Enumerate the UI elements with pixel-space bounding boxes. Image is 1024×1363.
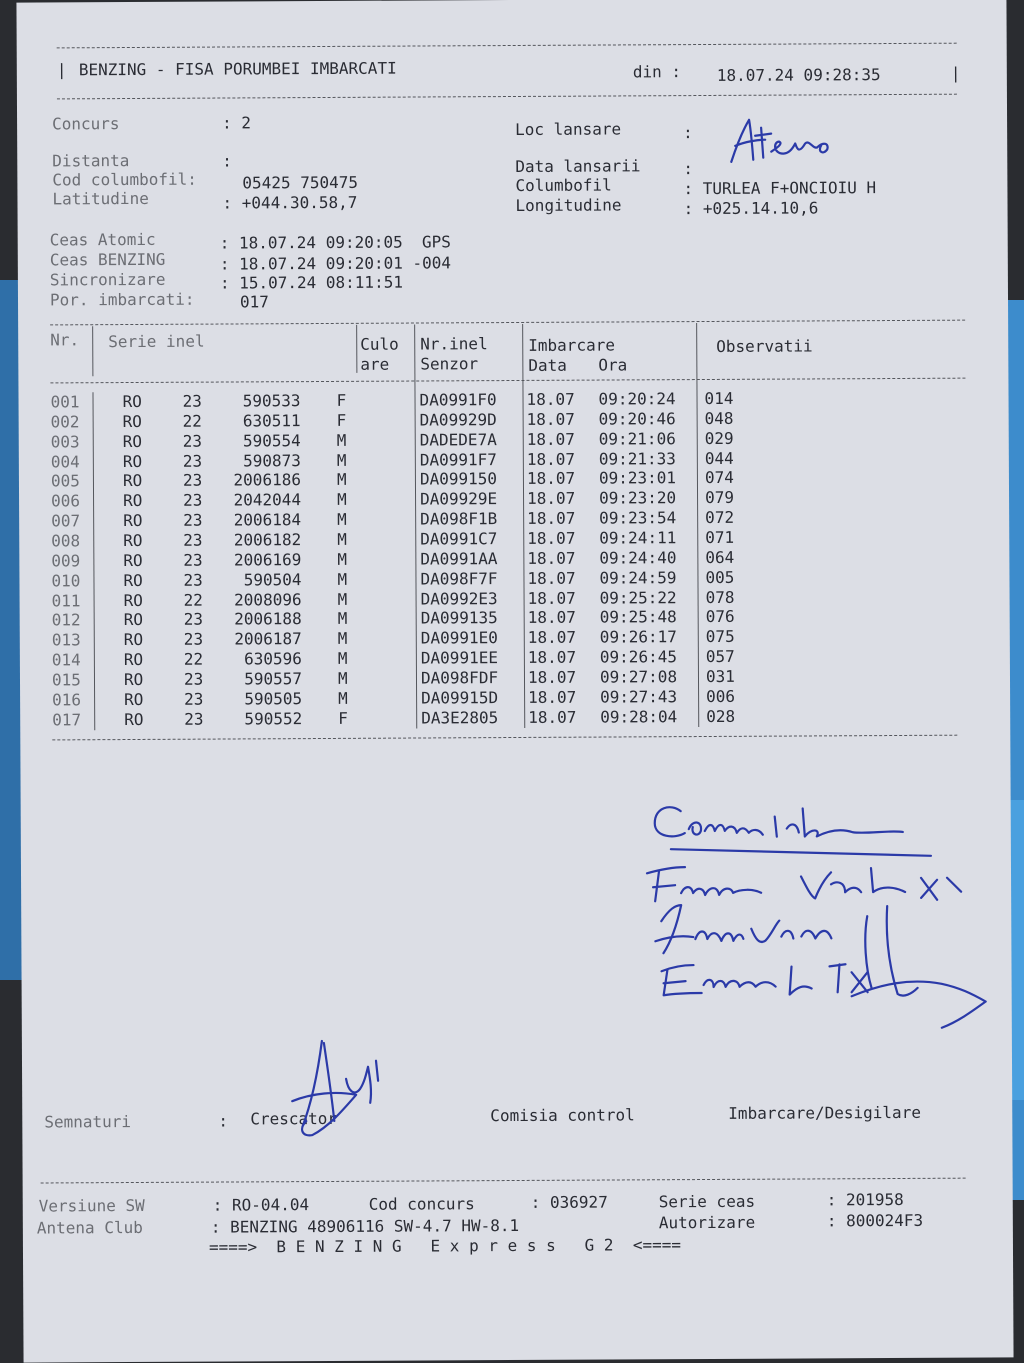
col-divider-observatii	[696, 323, 699, 727]
versiune-sw-label: Versiune SW	[38, 1195, 145, 1216]
cell-sex: M	[337, 529, 347, 549]
cell-senzor: DA098F1B	[420, 509, 498, 529]
sincronizare-label: Sincronizare	[49, 269, 166, 290]
cell-an: 23	[183, 570, 203, 590]
cell-tara: RO	[123, 590, 143, 610]
distanta-label: Distanta	[52, 151, 130, 171]
cell-an: 22	[183, 649, 204, 669]
cell-obs: 079	[704, 488, 735, 508]
cell-data: 18.07	[527, 627, 576, 648]
cell-ora: 09:24:59	[599, 567, 677, 588]
cell-obs: 029	[704, 428, 734, 448]
cell-sex: M	[337, 589, 348, 609]
versiune-sw-value: : RO-04.04	[212, 1195, 310, 1215]
table-bottom-border	[52, 735, 957, 741]
cell-sex: M	[337, 569, 348, 589]
cell-sex: M	[337, 549, 348, 569]
cell-data: 18.07	[527, 548, 576, 568]
cell-serie: 2006186	[233, 470, 301, 490]
distanta-value: :	[222, 151, 232, 171]
cell-tara: RO	[122, 411, 142, 431]
col-nrinel-header-2: Senzor	[420, 354, 479, 374]
cell-sex: M	[337, 648, 348, 668]
cell-sex: M	[336, 430, 347, 450]
sincronizare-value: : 15.07.24 08:11:51	[219, 272, 403, 293]
cell-ora: 09:23:54	[599, 508, 677, 528]
col-nr-header: Nr.	[50, 330, 80, 350]
ceas-benzing-value: : 18.07.24 09:20:01 -004	[219, 253, 452, 274]
porumbei-imbarcati-value: 017	[239, 292, 269, 312]
footer-top-border	[41, 1178, 966, 1184]
cell-ora: 09:28:04	[600, 706, 678, 727]
cell-data: 18.07	[527, 608, 576, 628]
cell-tara: RO	[123, 530, 143, 550]
cell-nr: 017	[52, 709, 82, 730]
cell-an: 23	[183, 669, 204, 689]
cell-nr: 013	[51, 630, 81, 650]
col-divider-nr	[92, 392, 95, 730]
cell-serie: 590504	[243, 569, 302, 590]
cell-ora: 09:24:11	[599, 528, 677, 548]
cell-obs: 005	[705, 567, 735, 587]
cell-sex: F	[336, 410, 347, 430]
columbofil-label: Columbofil	[515, 175, 612, 195]
col-culoare-header-2: are	[360, 354, 390, 374]
concurs-value: : 2	[222, 113, 252, 133]
cell-obs: 076	[705, 607, 735, 627]
cell-tara: RO	[123, 570, 143, 590]
cell-nr: 001	[50, 392, 80, 412]
benzing-express-banner: ====> B E N Z I N G E x p r e s s G 2 <====	[208, 1235, 682, 1257]
cell-tara: RO	[123, 511, 143, 531]
header-top-border	[57, 43, 957, 49]
cell-data: 18.07	[527, 528, 576, 548]
printout-sheet	[16, 0, 1013, 1363]
cell-ora: 09:26:45	[599, 647, 677, 667]
cell-senzor: DA0991F7	[419, 449, 497, 470]
cell-nr: 014	[51, 650, 81, 670]
col-data-header: Data	[528, 355, 567, 375]
cell-ora: 09:27:08	[599, 667, 678, 687]
cell-nr: 003	[50, 431, 80, 452]
report-title: BENZING - FISA PORUMBEI IMBARCATI	[78, 58, 397, 80]
cell-senzor: DA3E2805	[421, 707, 499, 728]
crescator-handwritten-signature	[272, 1031, 393, 1142]
cell-sex: M	[337, 609, 348, 629]
cell-obs: 006	[706, 686, 736, 706]
report-datetime: 18.07.24 09:28:35	[716, 65, 881, 85]
cell-sex: M	[337, 668, 348, 688]
cell-senzor: DA0991E0	[420, 628, 498, 648]
cell-serie: 630511	[242, 410, 301, 431]
cell-nr: 006	[51, 491, 81, 511]
loc-lansare-label: Loc lansare	[515, 119, 622, 139]
cell-nr: 002	[50, 412, 80, 432]
cell-an: 23	[183, 609, 203, 630]
cell-serie: 2006187	[234, 629, 302, 649]
cell-data: 18.07	[527, 568, 576, 588]
cell-serie: 590533	[242, 391, 301, 411]
cell-senzor: DA098F7F	[420, 568, 498, 589]
cell-data: 18.07	[526, 429, 575, 449]
cell-tara: RO	[123, 550, 143, 570]
cell-obs: 072	[705, 507, 735, 528]
cell-obs: 071	[705, 527, 735, 547]
cell-tara: RO	[124, 709, 144, 729]
cell-data: 18.07	[527, 508, 576, 529]
cell-sex: M	[337, 509, 347, 530]
data-lansarii-value: :	[683, 159, 694, 179]
cell-serie: 590552	[244, 708, 303, 729]
cell-an: 22	[182, 411, 202, 431]
cell-an: 23	[183, 550, 203, 570]
header-left-bar: |	[56, 60, 67, 80]
cell-senzor: DA0991F0	[419, 390, 497, 410]
col-nrinel-header-1: Nr.inel	[420, 334, 488, 354]
columbofil-value: : TURLEA F+ONCIOIU H	[683, 178, 877, 199]
table-header-separator	[50, 378, 965, 384]
cell-sex: F	[338, 708, 348, 728]
cell-an: 23	[182, 431, 203, 451]
serie-ceas-label: Serie ceas	[658, 1191, 756, 1212]
cell-tara: RO	[124, 689, 144, 709]
cell-obs: 078	[705, 587, 735, 607]
cell-obs: 075	[705, 627, 735, 647]
cell-data: 18.07	[527, 588, 576, 608]
cell-serie: 590505	[244, 688, 303, 709]
antena-club-label: Antena Club	[36, 1217, 143, 1238]
longitudine-value: : +025.14.10,6	[683, 198, 819, 219]
concurs-label: Concurs	[52, 114, 120, 134]
serie-ceas-value: : 201958	[826, 1189, 904, 1210]
cell-nr: 008	[51, 531, 81, 551]
cell-data: 18.07	[526, 409, 575, 429]
cell-obs: 074	[704, 468, 734, 488]
latitudine-label: Latitudine	[52, 188, 149, 209]
cell-an: 23	[182, 451, 203, 471]
cell-data: 18.07	[527, 647, 577, 667]
cell-obs: 048	[704, 408, 734, 428]
cell-tara: RO	[122, 431, 143, 451]
autorizare-value: : 800024F3	[826, 1210, 924, 1231]
cell-nr: 011	[51, 590, 81, 610]
cell-nr: 005	[50, 471, 80, 491]
cell-serie: 590554	[242, 430, 301, 451]
cell-senzor: DA0991C7	[420, 529, 498, 549]
cell-nr: 009	[51, 551, 81, 571]
cod-columbofil-value: 05425 750475	[242, 172, 359, 193]
cell-senzor: DA098FDF	[420, 667, 499, 688]
cell-obs: 057	[705, 646, 735, 667]
header-bottom-border	[57, 94, 957, 100]
cell-an: 23	[183, 490, 203, 510]
loc-lansare-colon: :	[683, 123, 693, 143]
cell-sex: M	[337, 629, 348, 649]
cell-nr: 012	[51, 610, 81, 630]
cell-ora: 09:26:17	[599, 627, 677, 647]
cell-ora: 09:23:01	[598, 468, 677, 488]
cell-serie: 2006182	[233, 530, 302, 550]
ceas-atomic-value: : 18.07.24 09:20:05 GPS	[219, 232, 451, 253]
cell-senzor: DA0991EE	[420, 648, 498, 668]
cell-serie: 2042044	[233, 490, 302, 510]
data-lansarii-label: Data lansarii	[515, 156, 641, 176]
cell-ora: 09:27:43	[600, 686, 678, 707]
cell-ora: 09:21:06	[598, 428, 676, 449]
cell-ora: 09:25:48	[599, 607, 677, 627]
cell-nr: 010	[51, 570, 81, 591]
cell-serie: 590557	[244, 669, 303, 689]
cell-ora: 09:20:24	[598, 389, 676, 409]
loc-lansare-handwritten-value	[717, 113, 837, 169]
cell-sex: M	[336, 470, 347, 490]
cell-tara: RO	[123, 630, 144, 650]
cell-an: 23	[182, 471, 203, 491]
col-divider-nr-header	[92, 326, 93, 376]
commission-handwritten-signatures	[641, 787, 1002, 1039]
cell-tara: RO	[122, 451, 143, 471]
cell-nr: 007	[51, 511, 81, 531]
cell-ora: 09:21:33	[598, 448, 676, 469]
crescator-label: Crescator	[250, 1108, 338, 1129]
cell-data: 18.07	[528, 707, 577, 727]
cell-serie: 2006184	[233, 510, 302, 530]
cell-data: 18.07	[526, 389, 575, 409]
cell-sex: M	[337, 490, 347, 510]
ceas-benzing-label: Ceas BENZING	[49, 249, 166, 270]
cell-serie: 2006169	[233, 549, 302, 570]
antena-club-value: : BENZING 48906116 SW-4.7 HW-8.1	[210, 1215, 520, 1237]
col-serie-header: Serie inel	[108, 331, 205, 352]
cell-obs: 028	[706, 706, 736, 726]
col-ora-header: Ora	[598, 355, 628, 375]
cell-ora: 09:20:46	[598, 408, 676, 429]
cell-senzor: DADEDE7A	[419, 429, 497, 450]
cell-obs: 044	[704, 448, 734, 468]
cell-data: 18.07	[526, 449, 576, 469]
semnaturi-colon: :	[218, 1111, 228, 1131]
cell-tara: RO	[123, 491, 143, 511]
cell-data: 18.07	[527, 488, 576, 509]
cell-senzor: DA0991AA	[420, 548, 498, 569]
ceas-atomic-label: Ceas Atomic	[49, 229, 156, 250]
cell-serie: 590873	[243, 450, 301, 470]
cell-an: 23	[183, 629, 204, 649]
cell-senzor: DA099150	[419, 469, 498, 489]
cell-senzor: DA0992E3	[420, 588, 498, 608]
cell-ora: 09:25:22	[599, 587, 677, 608]
comisia-control-label: Comisia control	[490, 1105, 635, 1126]
cod-columbofil-label: Cod columbofil:	[52, 169, 197, 190]
cell-senzor: DA09929D	[419, 409, 497, 430]
cell-tara: RO	[122, 391, 142, 412]
cell-nr: 004	[50, 451, 80, 471]
cell-data: 18.07	[527, 667, 577, 687]
latitudine-value: : +044.30.58,7	[222, 192, 358, 213]
longitudine-label: Longitudine	[515, 195, 622, 215]
cell-serie: 2006188	[234, 609, 302, 629]
imbarcare-desigilare-label: Imbarcare/Desigilare	[728, 1102, 921, 1123]
col-imbarcare-header: Imbarcare	[528, 335, 616, 355]
cell-sex: M	[338, 688, 348, 708]
cell-nr: 015	[51, 670, 81, 690]
cell-an: 23	[184, 709, 204, 729]
cell-an: 22	[183, 590, 203, 610]
header-right-bar: |	[950, 63, 961, 83]
cell-data: 18.07	[528, 687, 577, 707]
table-top-border	[50, 320, 965, 326]
cell-data: 18.07	[526, 469, 576, 489]
cell-nr: 016	[52, 690, 82, 710]
cell-an: 23	[183, 510, 203, 530]
cell-ora: 09:24:40	[599, 547, 677, 568]
cell-serie: 2008096	[234, 589, 302, 609]
cell-serie: 630596	[244, 649, 302, 669]
cell-senzor: DA09929E	[420, 489, 498, 509]
col-culoare-header-1: Culo	[360, 334, 399, 354]
col-divider-imbarcare	[522, 324, 525, 728]
col-divider-nrinel	[414, 325, 417, 729]
cell-tara: RO	[123, 669, 144, 689]
porumbei-imbarcati-label: Por. imbarcati:	[49, 289, 195, 310]
cell-tara: RO	[122, 471, 143, 491]
autorizare-label: Autorizare	[658, 1212, 756, 1233]
cell-an: 23	[184, 689, 204, 709]
cell-sex: F	[336, 390, 347, 410]
cell-obs: 014	[704, 388, 734, 409]
cod-concurs-label: Cod concurs	[368, 1194, 475, 1214]
report-din-label: din :	[632, 62, 682, 82]
cod-concurs-value: : 036927	[530, 1192, 608, 1212]
col-observatii-header: Observatii	[716, 336, 813, 356]
cell-senzor: DA09915D	[421, 687, 499, 708]
cell-tara: RO	[123, 649, 144, 670]
cell-an: 23	[182, 391, 202, 411]
cell-obs: 064	[705, 547, 735, 567]
cell-obs: 031	[705, 666, 735, 686]
col-divider-culoare-header	[356, 325, 357, 373]
cell-senzor: DA099135	[420, 608, 498, 628]
cell-an: 23	[183, 530, 203, 550]
cell-ora: 09:23:20	[599, 488, 677, 508]
cell-tara: RO	[123, 610, 143, 630]
semnaturi-label: Semnaturi	[44, 1112, 132, 1132]
cell-sex: M	[336, 450, 347, 470]
